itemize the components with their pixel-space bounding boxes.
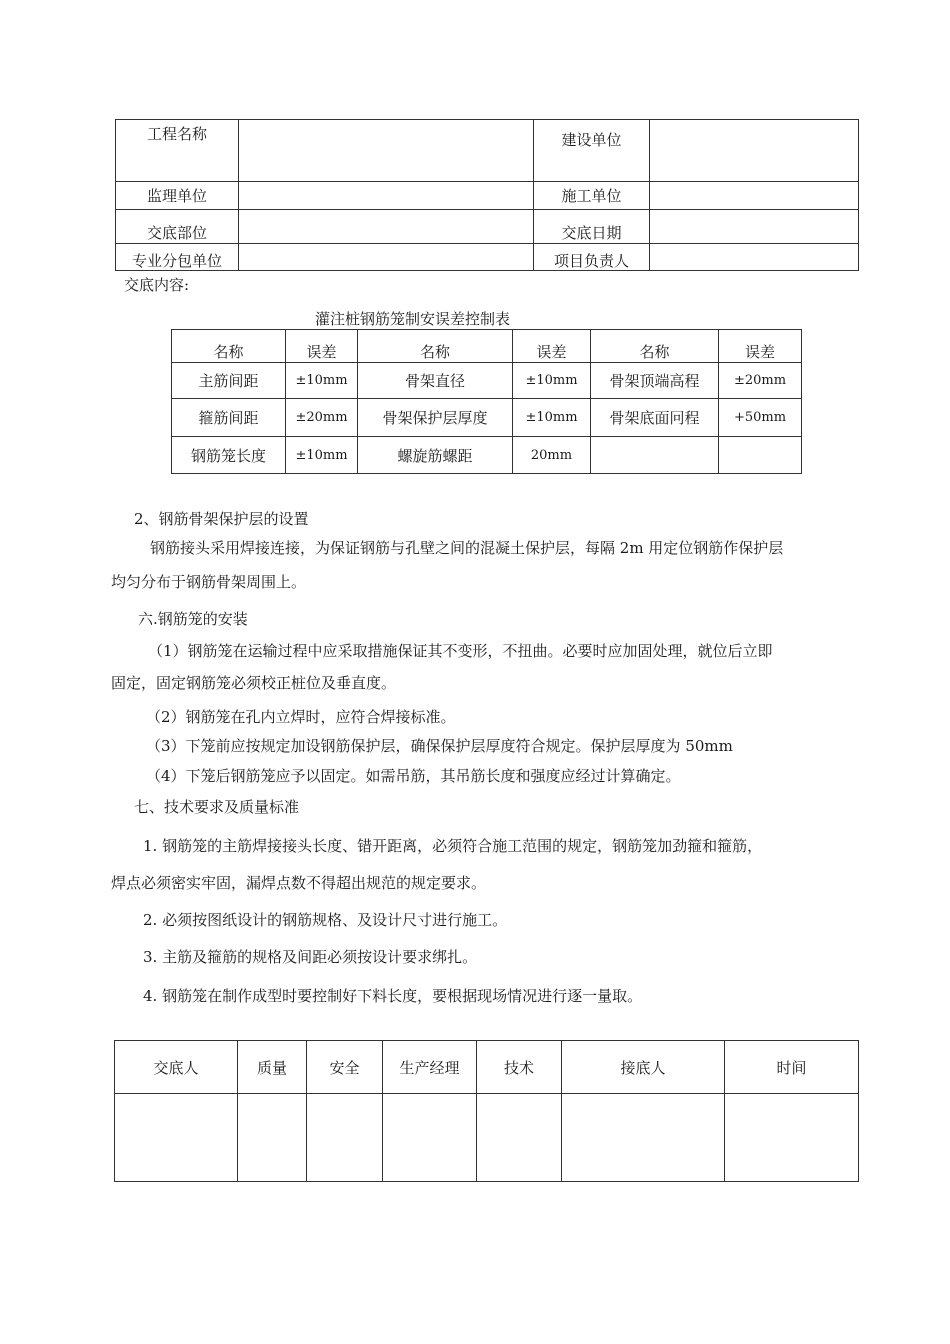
contractor-value[interactable] bbox=[650, 182, 859, 210]
table-cell: ±20mm bbox=[286, 399, 358, 437]
table-cell: +50mm bbox=[719, 399, 802, 437]
table-cell: ±10mm bbox=[513, 399, 591, 437]
signature-cell-briefer[interactable] bbox=[115, 1094, 238, 1182]
project-info-table bbox=[115, 119, 859, 271]
section6-item3: （3）下笼前应按规定加设钢筋保护层，确保保护层厚度符合规定。保护层厚度为 50mm bbox=[146, 737, 733, 755]
subcontractor-value[interactable] bbox=[239, 244, 534, 271]
section6-item1-line2: 固定，固定钢筋笼必须校正桩位及垂直度。 bbox=[111, 674, 397, 692]
signoff-header-production-manager: 生产经理 bbox=[383, 1041, 477, 1094]
header-cell: 名称 bbox=[591, 330, 719, 363]
section6-item1-line1: （1）钢筋笼在运输过程中应采取措施保证其不变形，不扭曲。必要时应加固处理，就位后立即 bbox=[148, 642, 773, 660]
table-cell bbox=[719, 437, 802, 474]
section7-item2: 2. 必须按图纸设计的钢筋规格、及设计尺寸进行施工。 bbox=[143, 911, 508, 929]
table-cell: 螺旋筋螺距 bbox=[358, 437, 513, 474]
section2-paragraph-line1: 钢筋接头采用焊接连接，为保证钢筋与孔壁之间的混凝土保护层，每隔 2m 用定位钢筋作保护层 bbox=[150, 539, 784, 557]
section7-item1-line1: 1. 钢筋笼的主筋焊接接头长度、错开距离，必须符合施工范围的规定，钢筋笼加劲箍和箍筋， bbox=[143, 837, 763, 855]
signoff-header-quality: 质量 bbox=[238, 1041, 307, 1094]
briefing-date-label: 交底日期 bbox=[534, 210, 650, 244]
section7-item3: 3. 主筋及箍筋的规格及间距必须按设计要求绑扎。 bbox=[143, 948, 478, 966]
signature-cell-technical[interactable] bbox=[477, 1094, 562, 1182]
table-cell: 钢筋笼长度 bbox=[172, 437, 286, 474]
contractor-label: 施工单位 bbox=[534, 182, 650, 210]
tolerance-header-row bbox=[172, 330, 802, 363]
section2-heading: 2、钢筋骨架保护层的设置 bbox=[134, 510, 309, 528]
signoff-header-receiver: 接底人 bbox=[562, 1041, 725, 1094]
table-cell: 箍筋间距 bbox=[172, 399, 286, 437]
section6-item2: （2）钢筋笼在孔内立焊时，应符合焊接标准。 bbox=[146, 708, 456, 726]
signoff-header-briefer: 交底人 bbox=[115, 1041, 238, 1094]
section6-item4: （4）下笼后钢筋笼应予以固定。如需吊筋，其吊筋长度和强度应经过计算确定。 bbox=[146, 767, 681, 785]
signoff-header-time: 时间 bbox=[725, 1041, 859, 1094]
tolerance-table-title: 灌注桩钢筋笼制安误差控制表 bbox=[315, 310, 511, 328]
section7-item1-line2: 焊点必须密实牢固，漏焊点数不得超出规范的规定要求。 bbox=[111, 874, 487, 892]
table-row bbox=[172, 437, 802, 474]
signature-cell-receiver[interactable] bbox=[562, 1094, 725, 1182]
signature-cell-time[interactable] bbox=[725, 1094, 859, 1182]
signature-cell-quality[interactable] bbox=[238, 1094, 307, 1182]
project-manager-value[interactable] bbox=[650, 244, 859, 271]
section6-heading: 六.钢筋笼的安装 bbox=[138, 610, 248, 628]
signoff-header-safety: 安全 bbox=[307, 1041, 383, 1094]
table-cell: 骨架底面冋程 bbox=[591, 399, 719, 437]
signoff-signature-row bbox=[115, 1094, 859, 1182]
table-cell: 主筋间距 bbox=[172, 363, 286, 399]
table-cell: ±10mm bbox=[513, 363, 591, 399]
briefing-date-value[interactable] bbox=[650, 210, 859, 244]
supervisor-label: 监理单位 bbox=[116, 182, 239, 210]
project-manager-label: 项目负责人 bbox=[534, 244, 650, 271]
supervisor-value[interactable] bbox=[239, 182, 534, 210]
table-row bbox=[172, 399, 802, 437]
signoff-table bbox=[114, 1040, 859, 1182]
table-cell: 20mm bbox=[513, 437, 591, 474]
header-cell: 误差 bbox=[513, 330, 591, 363]
client-label: 建设单位 bbox=[534, 120, 650, 182]
signoff-header-technical: 技术 bbox=[477, 1041, 562, 1094]
table-cell: 骨架保护层厚度 bbox=[358, 399, 513, 437]
header-cell: 名称 bbox=[172, 330, 286, 363]
project-name-label: 工程名称 bbox=[116, 120, 239, 182]
table-cell: 骨架直径 bbox=[358, 363, 513, 399]
table-row bbox=[172, 363, 802, 399]
table-cell: ±20mm bbox=[719, 363, 802, 399]
table-cell: 骨架顶端高程 bbox=[591, 363, 719, 399]
header-cell: 误差 bbox=[286, 330, 358, 363]
briefing-part-label: 交底部位 bbox=[116, 210, 239, 244]
table-cell: ±10mm bbox=[286, 437, 358, 474]
subcontractor-label: 专业分包单位 bbox=[116, 244, 239, 271]
tolerance-table bbox=[171, 329, 802, 474]
table-cell: ±10mm bbox=[286, 363, 358, 399]
section2-paragraph-line2: 均匀分布于钢筋骨架周围上。 bbox=[111, 573, 307, 591]
section7-item4: 4. 钢筋笼在制作成型时要控制好下料长度，要根据现场情况进行逐一量取。 bbox=[143, 987, 643, 1005]
signature-cell-safety[interactable] bbox=[307, 1094, 383, 1182]
header-cell: 名称 bbox=[358, 330, 513, 363]
signoff-header-row bbox=[115, 1041, 859, 1094]
signature-cell-production-manager[interactable] bbox=[383, 1094, 477, 1182]
project-name-value[interactable] bbox=[239, 120, 534, 182]
header-cell: 误差 bbox=[719, 330, 802, 363]
briefing-part-value[interactable] bbox=[239, 210, 534, 244]
client-value[interactable] bbox=[650, 120, 859, 182]
section7-heading: 七、技术要求及质量标准 bbox=[134, 798, 300, 816]
table-cell bbox=[591, 437, 719, 474]
content-label: 交底内容: bbox=[124, 276, 190, 294]
